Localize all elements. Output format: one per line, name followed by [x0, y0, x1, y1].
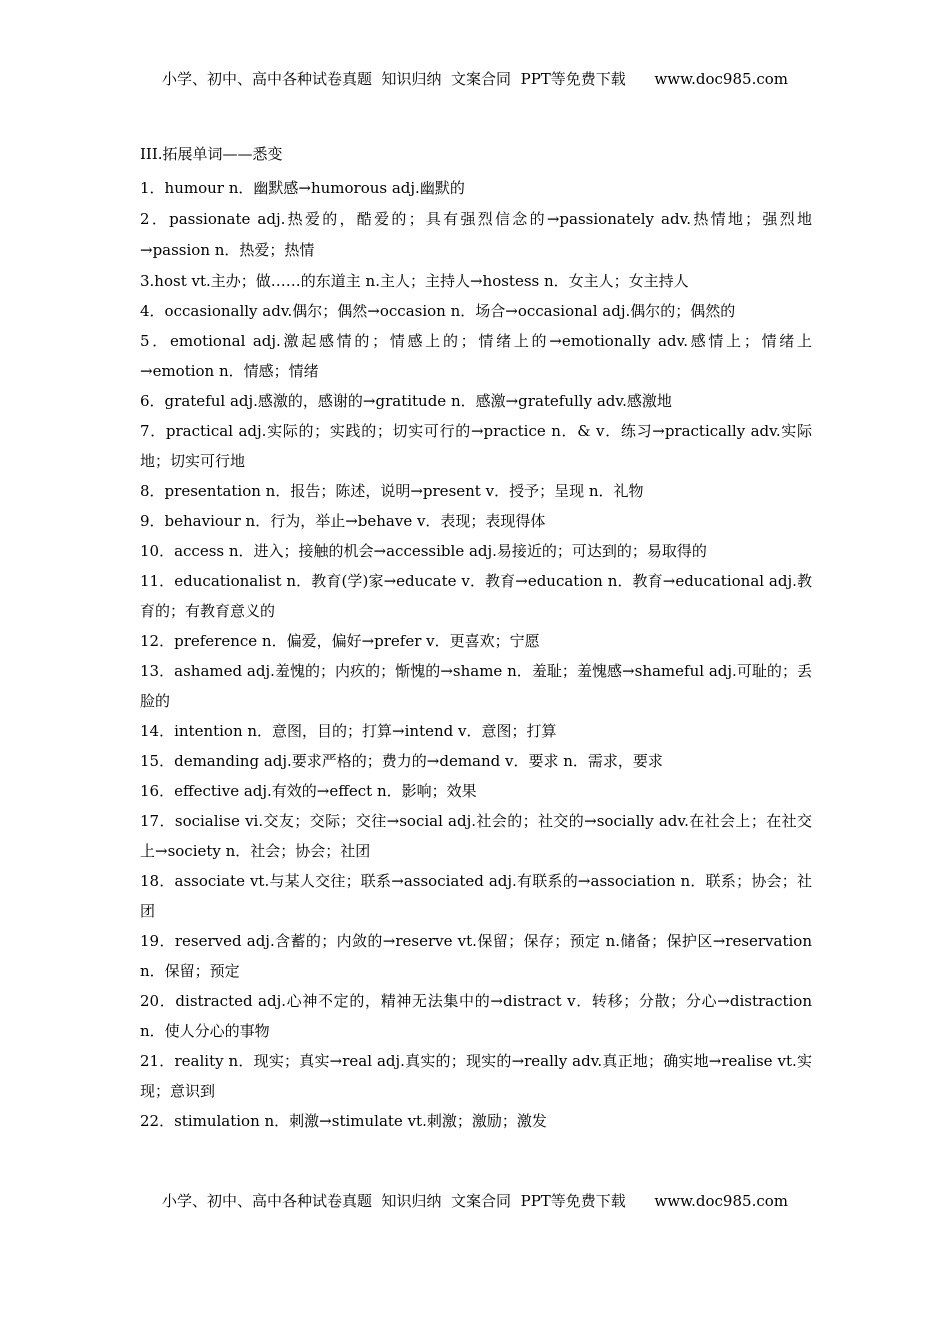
vocab-entry-7: 7．practical adj.实际的；实践的；切实可行的→practice n．& v．练习→practically adv.实际地；切实可行地 — [140, 422, 812, 470]
vocab-entry-9: 9．behaviour n．行为，举止→behave v．表现；表现得体 — [140, 512, 546, 530]
vocab-entry-21: 21．reality n．现实；真实→real adj.真实的；现实的→really adv.真正地；确实地→realise vt.实现；意识到 — [140, 1052, 812, 1100]
vocab-entry-10: 10．access n．进入；接触的机会→accessible adj.易接近的；可达到的；易取得的 — [140, 542, 707, 560]
vocab-entry-3: 3.host vt.主办；做……的东道主 n.主人；主持人→hostess n．女主人；女主持人 — [140, 272, 689, 290]
vocab-entry-1: 1．humour n．幽默感→humorous adj.幽默的 — [140, 179, 465, 197]
vocab-entry-12: 12．preference n．偏爱，偏好→prefer v．更喜欢；宁愿 — [140, 632, 540, 650]
vocab-entry-20: 20．distracted adj.心神不定的，精神无法集中的→distract v．转移；分散；分心→distraction n．使人分心的事物 — [140, 992, 812, 1040]
vocab-entry-16: 16．effective adj.有效的→effect n．影响；效果 — [140, 782, 477, 800]
vocab-entry-4: 4．occasionally adv.偶尔；偶然→occasion n．场合→occasional adj.偶尔的；偶然的 — [140, 302, 736, 320]
vocab-entry-6: 6．grateful adj.感激的，感谢的→gratitude n．感激→gratefully adv.感激地 — [140, 392, 672, 410]
page-header: 小学、初中、高中各种试卷真题 知识归纳 文案合同 PPT等免费下载 www.doc985.com — [161, 70, 788, 88]
page-footer: 小学、初中、高中各种试卷真题 知识归纳 文案合同 PPT等免费下载 www.doc985.com — [161, 1192, 788, 1210]
section-title: III.拓展单词——悉变 — [140, 145, 283, 163]
vocab-entry-2: 2．passionate adj.热爱的，酷爱的；具有强烈信念的→passionately adv.热情地；强烈地→passion n．热爱；热情 — [140, 210, 812, 259]
vocab-entry-22: 22．stimulation n．刺激→stimulate vt.刺激；激励；激发 — [140, 1112, 547, 1130]
vocab-entry-17: 17．socialise vi.交友；交际；交往→social adj.社会的；社交的→socially adv.在社会上；在社交上→society n．社会；协会；社团 — [140, 812, 812, 860]
vocab-entry-11: 11．educationalist n．教育(学)家→educate v．教育→education n．教育→educational adj.教育的；有教育意义的 — [140, 572, 812, 620]
vocab-entry-5: 5．emotional adj.激起感情的；情感上的；情绪上的→emotionally adv.感情上；情绪上→emotion n．情感；情绪 — [140, 332, 812, 380]
vocab-entry-18: 18．associate vt.与某人交往；联系→associated adj.有联系的→association n．联系；协会；社团 — [140, 872, 812, 920]
vocab-entry-19: 19．reserved adj.含蓄的；内敛的→reserve vt.保留；保存；预定 n.储备；保护区→reservation n．保留；预定 — [140, 932, 812, 980]
vocab-entry-13: 13．ashamed adj.羞愧的；内疚的；惭愧的→shame n．羞耻；羞愧感→shameful adj.可耻的；丢脸的 — [140, 662, 812, 710]
vocab-entry-8: 8．presentation n．报告；陈述，说明→present v．授予；呈现 n．礼物 — [140, 482, 644, 500]
document-body — [140, 143, 812, 1136]
vocab-entry-14: 14．intention n．意图，目的；打算→intend v．意图；打算 — [140, 722, 557, 740]
vocab-entry-15: 15．demanding adj.要求严格的；费力的→demand v．要求 n．需求，要求 — [140, 752, 663, 770]
